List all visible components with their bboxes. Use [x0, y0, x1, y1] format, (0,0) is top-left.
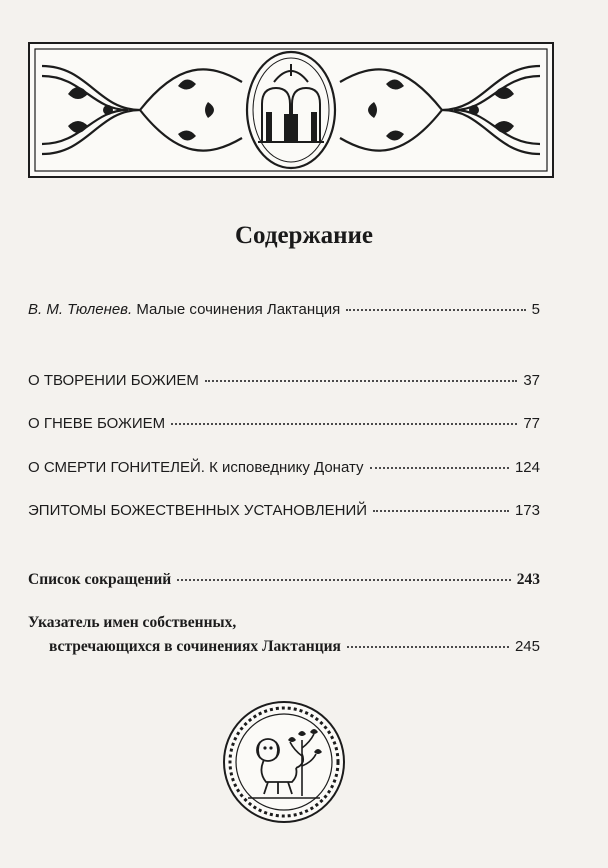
toc-page-number: 243	[516, 571, 540, 588]
dot-leader	[171, 423, 517, 425]
toc-entry-title: ЭПИТОМЫ БОЖЕСТВЕННЫХ УСТАНОВЛЕНИЙ	[28, 502, 368, 519]
toc-entry[interactable]	[28, 372, 540, 389]
toc-page-number: 5	[531, 301, 540, 318]
toc-entry-abbreviations[interactable]	[28, 571, 540, 589]
dot-leader	[177, 579, 511, 581]
toc-entry[interactable]	[28, 301, 540, 318]
toc-page-number: 77	[523, 415, 540, 432]
toc-page-number: 173	[514, 502, 540, 519]
page-title: Содержание	[234, 222, 373, 249]
toc-entry-title-line2: встречающихся в сочинениях Лактанция	[49, 638, 341, 655]
dot-leader	[347, 646, 509, 648]
toc-page-number: 245	[514, 638, 540, 655]
toc-entry[interactable]	[28, 459, 540, 476]
dot-leader	[205, 380, 517, 382]
toc-entry-index[interactable]	[28, 614, 540, 656]
toc-entry-title-line1: Указатель имен собственных,	[28, 614, 237, 631]
toc-entry[interactable]	[28, 415, 540, 432]
toc-entry-title: О ГНЕВЕ БОЖИЕМ	[28, 415, 166, 432]
toc-page-number: 124	[514, 459, 540, 476]
dot-leader	[370, 467, 509, 469]
lion-medallion	[222, 700, 346, 824]
toc-entry-title: О ТВОРЕНИИ БОЖИЕМ	[28, 372, 199, 389]
ornamental-header-band	[28, 42, 554, 178]
toc-entry[interactable]	[28, 502, 540, 519]
toc-entry-author: В. М. Тюленев.	[28, 301, 133, 318]
dot-leader	[373, 510, 509, 512]
toc-entry-title: О СМЕРТИ ГОНИТЕЛЕЙ. К исповеднику Донату	[28, 459, 364, 476]
toc-entry-title-line2-row	[28, 638, 540, 656]
dot-leader	[346, 309, 525, 311]
toc-page-number: 37	[523, 372, 540, 389]
toc-entry-title: В. М. Тюленев. Малые сочинения Лактанция	[28, 301, 341, 318]
toc-entry-title: Список сокращений	[28, 571, 172, 588]
